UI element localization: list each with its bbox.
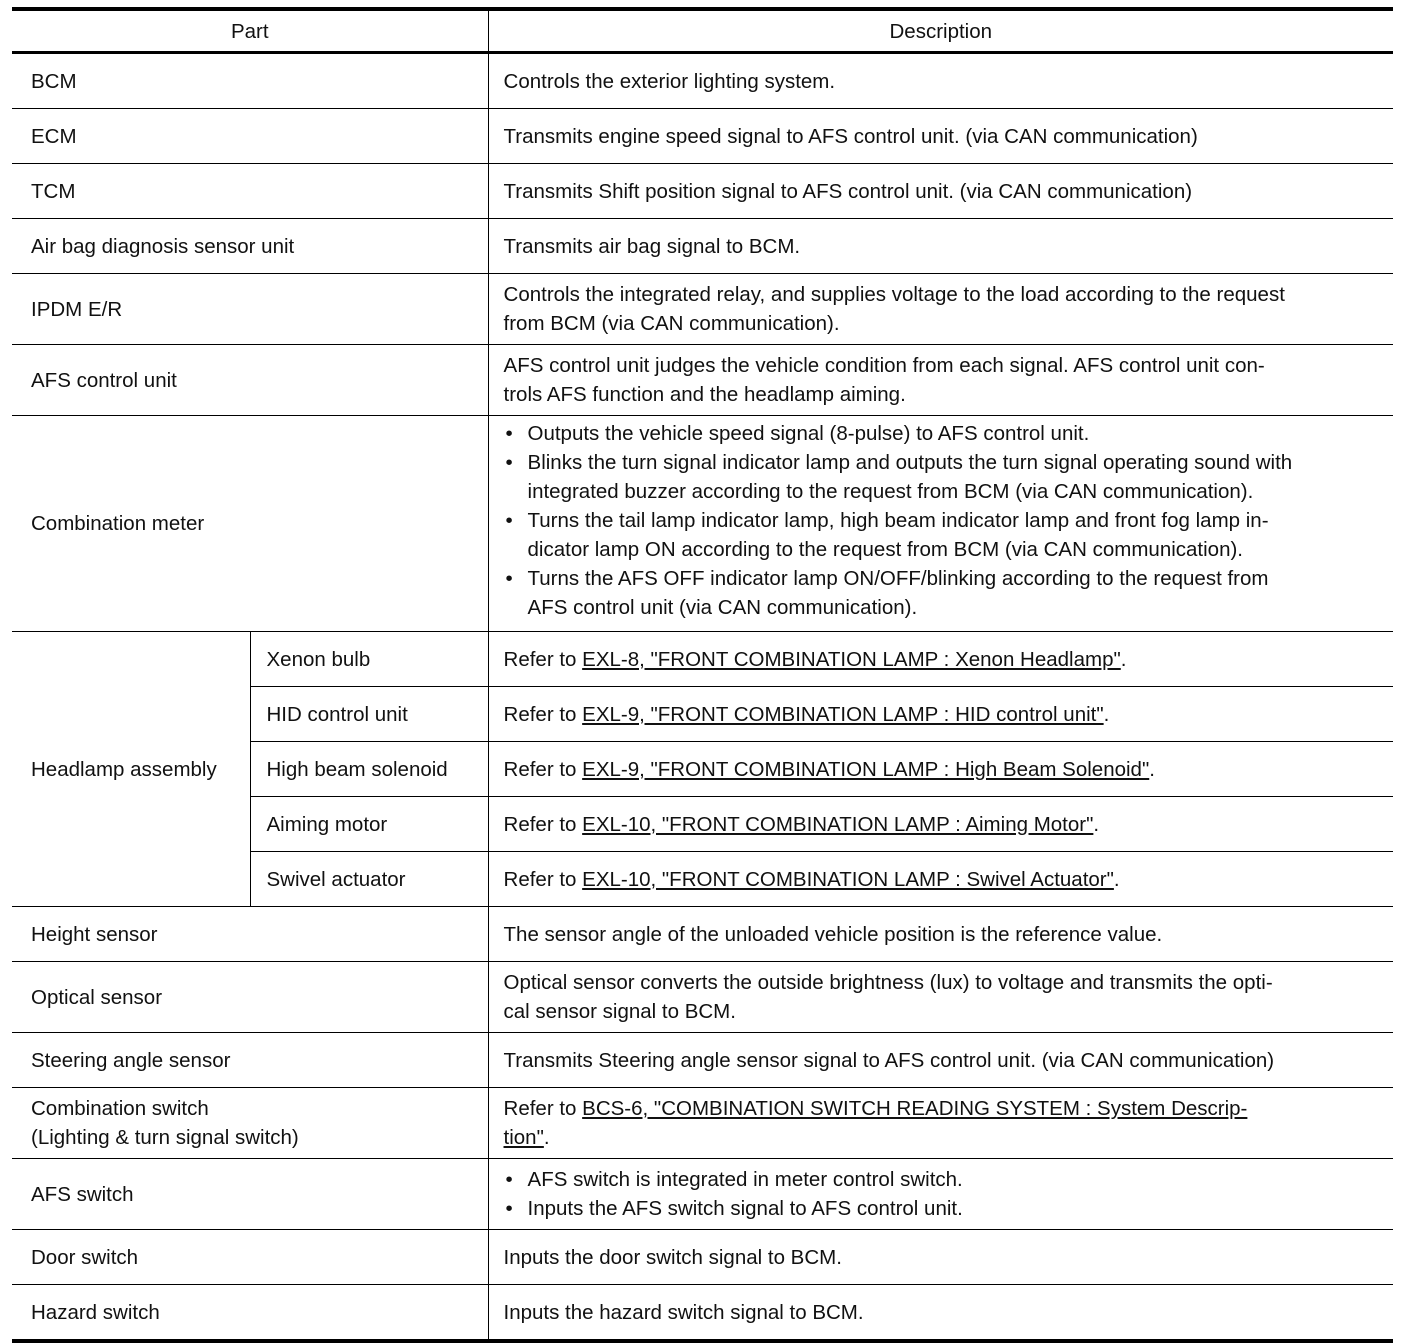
description-line: cal sensor signal to BCM. [503, 1000, 736, 1023]
description-cell [488, 962, 1393, 1033]
bullet-item [504, 506, 1384, 564]
bullet-icon: • [505, 1197, 513, 1220]
refer-text: Refer to [503, 647, 583, 671]
reference-link[interactable]: EXL-9, "FRONT COMBINATION LAMP : HID control unit" [582, 702, 1104, 726]
description-cell [488, 687, 1393, 742]
punctuation: . [1120, 647, 1127, 671]
part-line: (Lighting & turn signal switch) [31, 1126, 299, 1149]
bullet-item [504, 419, 1384, 448]
reference-link[interactable]: EXL-10, "FRONT COMBINATION LAMP : Aiming Motor" [582, 812, 1094, 836]
part-cell: IPDM E/R [12, 274, 488, 345]
table-row [12, 1285, 1393, 1342]
description-line [504, 1123, 1384, 1152]
bullet-line: dicator lamp ON according to the request from BCM (via CAN communication). [527, 538, 1243, 561]
bullet-icon: • [505, 567, 513, 590]
table-row [12, 962, 1393, 1033]
part-cell: Door switch [12, 1230, 488, 1285]
subpart-cell: HID control unit [250, 687, 488, 742]
bullet-icon: • [505, 451, 513, 474]
description-line: from BCM (via CAN communication). [503, 312, 840, 335]
bullet-item [504, 448, 1384, 506]
bullet-line: Blinks the turn signal indicator lamp and outputs the turn signal operating sound with [527, 451, 1293, 474]
description-cell: Transmits Steering angle sensor signal to AFS control unit. (via CAN communication) [488, 1033, 1393, 1088]
bullet-icon: • [505, 422, 513, 445]
bullet-icon: • [505, 509, 513, 532]
table-row [12, 1159, 1393, 1230]
component-parts-table [12, 7, 1393, 1343]
table-row [12, 416, 1393, 632]
description-cell [488, 852, 1393, 907]
bullet-line: Turns the tail lamp indicator lamp, high beam indicator lamp and front fog lamp in- [527, 509, 1269, 532]
description-cell [488, 1159, 1393, 1230]
description-cell: Inputs the door switch signal to BCM. [488, 1230, 1393, 1285]
part-cell: AFS switch [12, 1159, 488, 1230]
part-cell: BCM [12, 53, 488, 109]
reference-link[interactable]: EXL-9, "FRONT COMBINATION LAMP : High Beam Solenoid" [582, 757, 1150, 781]
table-row [12, 907, 1393, 962]
subpart-cell: Swivel actuator [250, 852, 488, 907]
bullet-list [504, 1165, 1384, 1223]
bullet-item [504, 1194, 1384, 1223]
description-cell: Controls the exterior lighting system. [488, 53, 1393, 109]
reference-link[interactable]: EXL-10, "FRONT COMBINATION LAMP : Swivel Actuator" [582, 867, 1114, 891]
part-cell: Headlamp assembly [12, 632, 250, 907]
refer-text: Refer to [503, 702, 583, 726]
description-cell: Transmits engine speed signal to AFS control unit. (via CAN communication) [488, 109, 1393, 164]
part-cell: Height sensor [12, 907, 488, 962]
table-row [12, 53, 1393, 109]
refer-text: Refer to [503, 867, 583, 891]
bullet-item [504, 564, 1384, 622]
reference-link[interactable]: BCS-6, "COMBINATION SWITCH READING SYSTEM : System Descrip- [582, 1097, 1248, 1120]
description-cell [488, 797, 1393, 852]
table-row [12, 1230, 1393, 1285]
bullet-line: AFS switch is integrated in meter control switch. [527, 1168, 963, 1191]
header-part: Part [12, 9, 488, 53]
refer-text: Refer to [503, 1097, 583, 1120]
reference-link[interactable]: EXL-8, "FRONT COMBINATION LAMP : Xenon Headlamp" [582, 647, 1121, 671]
bullet-list [504, 419, 1384, 622]
refer-text: Refer to [503, 812, 583, 836]
description-cell: Transmits air bag signal to BCM. [488, 219, 1393, 274]
subpart-cell: Xenon bulb [250, 632, 488, 687]
punctuation: . [1149, 757, 1155, 781]
table-row [12, 164, 1393, 219]
punctuation: . [1113, 867, 1120, 891]
part-cell: Steering angle sensor [12, 1033, 488, 1088]
subpart-cell: Aiming motor [250, 797, 488, 852]
bullet-item [504, 1165, 1384, 1194]
part-cell: TCM [12, 164, 488, 219]
bullet-icon: • [505, 1168, 513, 1191]
bullet-line: Turns the AFS OFF indicator lamp ON/OFF/blinking according to the request from [527, 567, 1269, 590]
description-cell [488, 1088, 1393, 1159]
punctuation: . [543, 1126, 550, 1149]
part-cell: AFS control unit [12, 345, 488, 416]
table-header-row [12, 9, 1393, 53]
table-row [12, 274, 1393, 345]
description-cell [488, 274, 1393, 345]
part-cell: Combination meter [12, 416, 488, 632]
part-cell: ECM [12, 109, 488, 164]
description-cell: The sensor angle of the unloaded vehicle position is the reference value. [488, 907, 1393, 962]
table-row [12, 1088, 1393, 1159]
part-cell [12, 1088, 488, 1159]
punctuation: . [1103, 702, 1110, 726]
header-description: Description [488, 9, 1393, 53]
part-cell: Hazard switch [12, 1285, 488, 1342]
description-line: Optical sensor converts the outside brightness (lux) to voltage and transmits the opti- [503, 971, 1273, 994]
description-cell [488, 742, 1393, 797]
description-cell: Inputs the hazard switch signal to BCM. [488, 1285, 1393, 1342]
bullet-line: AFS control unit (via CAN communication). [527, 596, 918, 619]
punctuation: . [1093, 812, 1100, 836]
description-line [504, 1094, 1384, 1123]
description-line: AFS control unit judges the vehicle condition from each signal. AFS control unit con- [503, 354, 1265, 377]
part-cell: Air bag diagnosis sensor unit [12, 219, 488, 274]
description-cell: Transmits Shift position signal to AFS control unit. (via CAN communication) [488, 164, 1393, 219]
part-line: Combination switch [31, 1097, 209, 1120]
bullet-line: Inputs the AFS switch signal to AFS control unit. [527, 1197, 963, 1220]
table-row [12, 1033, 1393, 1088]
description-line: trols AFS function and the headlamp aiming. [503, 383, 906, 406]
table-row [12, 219, 1393, 274]
description-cell [488, 632, 1393, 687]
reference-link[interactable]: tion" [503, 1126, 544, 1149]
table-row [12, 345, 1393, 416]
description-cell [488, 345, 1393, 416]
table-row [12, 632, 1393, 687]
parts-description-page [12, 7, 1393, 1343]
subpart-cell: High beam solenoid [250, 742, 488, 797]
part-cell: Optical sensor [12, 962, 488, 1033]
table-row [12, 109, 1393, 164]
refer-text: Refer to [503, 757, 583, 781]
bullet-line: integrated buzzer according to the request from BCM (via CAN communication). [527, 480, 1254, 503]
description-line: Controls the integrated relay, and supplies voltage to the load according to the request [503, 283, 1285, 306]
description-cell [488, 416, 1393, 632]
bullet-line: Outputs the vehicle speed signal (8-pulse) to AFS control unit. [527, 422, 1090, 445]
